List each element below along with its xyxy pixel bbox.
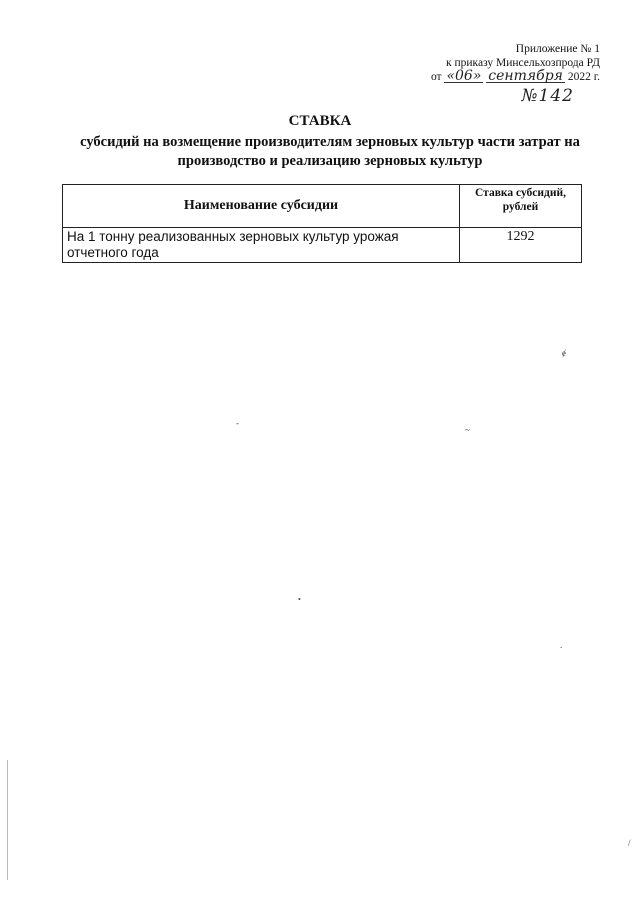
column-header-rate: Ставка субсидий, рублей [460,185,582,228]
document-title: СТАВКА [288,113,352,129]
date-month: сентября [488,68,563,84]
appendix-line2: к приказу Минсельхозпрода РД [446,57,600,69]
date-year: 2022 г. [567,71,600,83]
document-subtitle: субсидий на возмещение производителям зерновых культур части затрат на производство и реализацию зерновых культур [80,134,580,169]
order-number: №142 [521,86,574,106]
appendix-date-line [431,70,600,84]
subsidy-rate-table [62,184,582,263]
subsidy-name-cell: На 1 тонну реализованных зерновых культур урожая отчетного года [63,228,460,263]
subsidy-rate-cell: 1292 [460,228,582,263]
date-day: «06» [446,68,482,84]
scan-speck: ɇ [562,348,566,358]
column-header-name: Наименование субсидии [63,185,460,228]
table-header-row [63,185,582,228]
scan-speck: . [560,640,563,650]
date-prefix: от [430,71,442,83]
appendix-block [431,42,600,84]
scan-speck: / [628,838,631,848]
scan-edge-line [7,760,8,880]
appendix-line1: Приложение № 1 [515,43,600,55]
scan-speck: • [298,595,301,604]
scan-speck: - [236,418,239,428]
scan-speck: ~ [465,425,470,435]
table-row [63,228,582,263]
